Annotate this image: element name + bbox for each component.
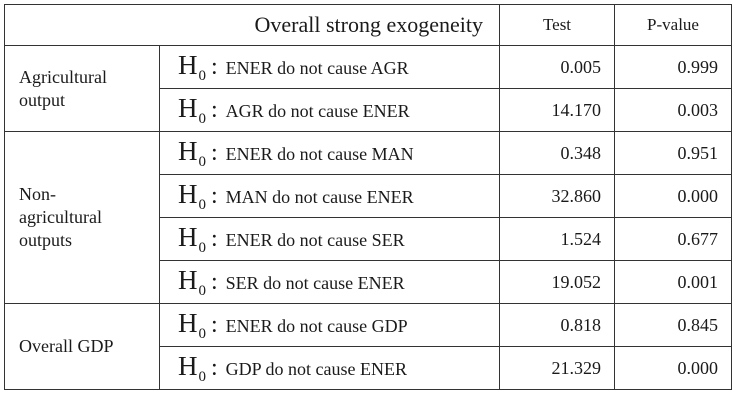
table-body [5, 5, 732, 390]
table-row [5, 132, 732, 175]
null-hypothesis-subscript: 0 [198, 110, 206, 127]
hypothesis-colon: : [211, 139, 218, 166]
hypothesis-cell [160, 46, 500, 89]
null-hypothesis-subscript: 0 [198, 67, 206, 84]
p-value: 0.951 [615, 132, 732, 175]
group-label: Agricultural output [5, 46, 160, 132]
null-hypothesis-subscript: 0 [198, 239, 206, 256]
test-statistic: 0.348 [500, 132, 615, 175]
hypothesis-text: AGR do not cause ENER [225, 100, 410, 121]
null-hypothesis-symbol: H [178, 350, 198, 381]
p-value: 0.000 [615, 175, 732, 218]
null-hypothesis-symbol: H [178, 264, 198, 295]
hypothesis-cell [160, 347, 500, 390]
null-hypothesis-symbol: H [178, 221, 198, 252]
group-label: Overall GDP [5, 304, 160, 390]
hypothesis-text: MAN do not cause ENER [225, 186, 414, 207]
hypothesis-cell [160, 261, 500, 304]
p-value: 0.677 [615, 218, 732, 261]
test-statistic: 0.818 [500, 304, 615, 347]
hypothesis-cell [160, 132, 500, 175]
test-statistic: 21.329 [500, 347, 615, 390]
test-statistic: 14.170 [500, 89, 615, 132]
hypothesis-colon: : [211, 268, 218, 295]
test-statistic: 32.860 [500, 175, 615, 218]
hypothesis-cell [160, 218, 500, 261]
null-hypothesis-subscript: 0 [198, 196, 206, 213]
null-hypothesis-subscript: 0 [198, 325, 206, 342]
test-statistic: 1.524 [500, 218, 615, 261]
table-row [5, 304, 732, 347]
hypothesis-colon: : [211, 354, 218, 381]
header-row [5, 5, 732, 46]
table-row [5, 46, 732, 89]
hypothesis-colon: : [211, 53, 218, 80]
null-hypothesis-symbol: H [178, 92, 198, 123]
hypothesis-cell [160, 304, 500, 347]
null-hypothesis-symbol: H [178, 135, 198, 166]
null-hypothesis-symbol: H [178, 178, 198, 209]
test-statistic: 19.052 [500, 261, 615, 304]
hypothesis-cell [160, 89, 500, 132]
pvalue-column-header: P-value [615, 5, 732, 46]
test-column-header: Test [500, 5, 615, 46]
exogeneity-table [4, 4, 732, 390]
hypothesis-text: GDP do not cause ENER [225, 358, 407, 379]
null-hypothesis-subscript: 0 [198, 368, 206, 385]
hypothesis-colon: : [211, 225, 218, 252]
hypothesis-text: SER do not cause ENER [225, 272, 405, 293]
p-value: 0.001 [615, 261, 732, 304]
hypothesis-cell [160, 175, 500, 218]
hypothesis-text: ENER do not cause MAN [225, 143, 414, 164]
hypothesis-colon: : [211, 311, 218, 338]
p-value: 0.845 [615, 304, 732, 347]
p-value: 0.999 [615, 46, 732, 89]
hypothesis-text: ENER do not cause SER [225, 229, 405, 250]
p-value: 0.003 [615, 89, 732, 132]
hypothesis-text: ENER do not cause GDP [225, 315, 408, 336]
hypothesis-colon: : [211, 96, 218, 123]
group-label: Non- agricultural outputs [5, 132, 160, 304]
null-hypothesis-symbol: H [178, 49, 198, 80]
null-hypothesis-symbol: H [178, 307, 198, 338]
hypothesis-text: ENER do not cause AGR [225, 57, 409, 78]
p-value: 0.000 [615, 347, 732, 390]
null-hypothesis-subscript: 0 [198, 282, 206, 299]
null-hypothesis-subscript: 0 [198, 153, 206, 170]
table-title: Overall strong exogeneity [5, 5, 500, 46]
hypothesis-colon: : [211, 182, 218, 209]
test-statistic: 0.005 [500, 46, 615, 89]
